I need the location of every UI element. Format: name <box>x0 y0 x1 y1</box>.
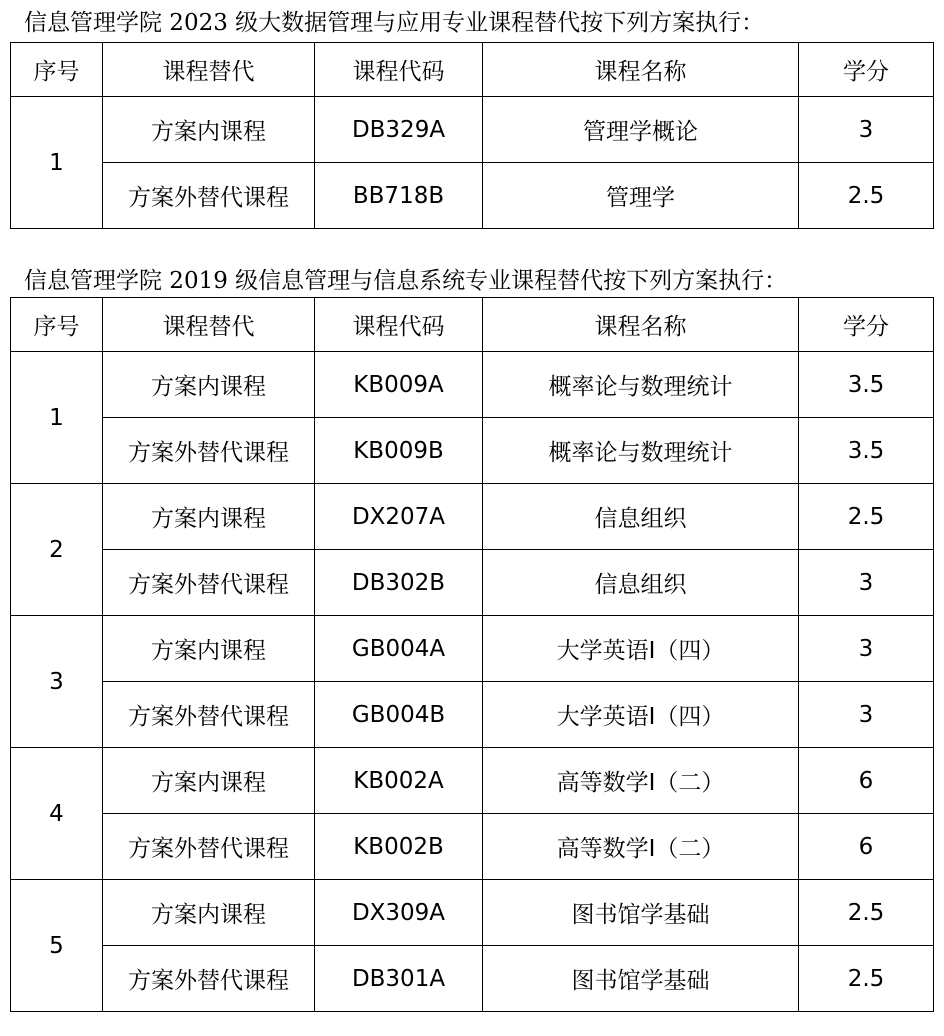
header-course-name: 课程名称 <box>483 43 799 97</box>
cell-course-name: 高等数学Ⅰ（二） <box>483 748 799 814</box>
header-course-code: 课程代码 <box>315 43 483 97</box>
table-row <box>11 352 934 418</box>
cell-substitution-type: 方案内课程 <box>103 880 315 946</box>
cell-course-code: KB002B <box>315 814 483 880</box>
table-row <box>11 418 934 484</box>
cell-course-code: KB002A <box>315 748 483 814</box>
cell-substitution-type: 方案外替代课程 <box>103 418 315 484</box>
table-row <box>11 682 934 748</box>
table-row <box>11 946 934 1012</box>
cell-credits: 3 <box>799 682 934 748</box>
table-row <box>11 97 934 163</box>
cell-course-code: GB004B <box>315 682 483 748</box>
header-substitution: 课程替代 <box>103 43 315 97</box>
table-row <box>11 880 934 946</box>
table-row <box>11 163 934 229</box>
cell-course-name: 信息组织 <box>483 550 799 616</box>
course-substitution-table-2023 <box>10 42 934 229</box>
cell-substitution-type: 方案外替代课程 <box>103 682 315 748</box>
cell-course-code: DX309A <box>315 880 483 946</box>
cell-substitution-type: 方案外替代课程 <box>103 814 315 880</box>
cell-credits: 3 <box>799 616 934 682</box>
header-credits: 学分 <box>799 43 934 97</box>
header-substitution: 课程替代 <box>103 298 315 352</box>
row-seq: 3 <box>11 616 103 748</box>
cell-course-name: 高等数学Ⅰ（二） <box>483 814 799 880</box>
cell-course-code: KB009A <box>315 352 483 418</box>
table-row <box>11 484 934 550</box>
header-credits: 学分 <box>799 298 934 352</box>
cell-course-code: GB004A <box>315 616 483 682</box>
table-row <box>11 550 934 616</box>
cell-credits: 3 <box>799 97 934 163</box>
cell-course-code: DB329A <box>315 97 483 163</box>
header-seq: 序号 <box>11 298 103 352</box>
cell-substitution-type: 方案内课程 <box>103 352 315 418</box>
cell-course-code: DX207A <box>315 484 483 550</box>
row-seq: 1 <box>11 352 103 484</box>
header-course-name: 课程名称 <box>483 298 799 352</box>
cell-substitution-type: 方案内课程 <box>103 748 315 814</box>
cell-substitution-type: 方案内课程 <box>103 616 315 682</box>
cell-course-code: DB302B <box>315 550 483 616</box>
cell-substitution-type: 方案外替代课程 <box>103 550 315 616</box>
cell-substitution-type: 方案外替代课程 <box>103 946 315 1012</box>
table-row <box>11 616 934 682</box>
row-seq: 2 <box>11 484 103 616</box>
table-row <box>11 814 934 880</box>
cell-credits: 2.5 <box>799 484 934 550</box>
table-row <box>11 748 934 814</box>
table-header-row <box>11 43 934 97</box>
cell-course-name: 大学英语Ⅰ（四） <box>483 616 799 682</box>
cell-credits: 2.5 <box>799 880 934 946</box>
cell-course-name: 管理学概论 <box>483 97 799 163</box>
cell-credits: 3.5 <box>799 418 934 484</box>
row-seq: 5 <box>11 880 103 1012</box>
section2-heading: 信息管理学院 2019 级信息管理与信息系统专业课程替代按下列方案执行： <box>24 268 788 294</box>
cell-course-name: 信息组织 <box>483 484 799 550</box>
table-header-row <box>11 298 934 352</box>
cell-course-code: BB718B <box>315 163 483 229</box>
section1-heading: 信息管理学院 2023 级大数据管理与应用专业课程替代按下列方案执行： <box>24 10 765 36</box>
cell-credits: 3.5 <box>799 352 934 418</box>
cell-substitution-type: 方案内课程 <box>103 484 315 550</box>
cell-course-name: 概率论与数理统计 <box>483 352 799 418</box>
cell-credits: 6 <box>799 814 934 880</box>
row-seq: 1 <box>11 97 103 229</box>
row-seq: 4 <box>11 748 103 880</box>
cell-course-name: 大学英语Ⅰ（四） <box>483 682 799 748</box>
header-seq: 序号 <box>11 43 103 97</box>
course-substitution-table-2019 <box>10 297 934 1012</box>
cell-substitution-type: 方案内课程 <box>103 97 315 163</box>
cell-substitution-type: 方案外替代课程 <box>103 163 315 229</box>
cell-credits: 2.5 <box>799 163 934 229</box>
cell-course-code: KB009B <box>315 418 483 484</box>
cell-course-name: 概率论与数理统计 <box>483 418 799 484</box>
cell-credits: 2.5 <box>799 946 934 1012</box>
cell-credits: 6 <box>799 748 934 814</box>
cell-course-code: DB301A <box>315 946 483 1012</box>
cell-credits: 3 <box>799 550 934 616</box>
cell-course-name: 图书馆学基础 <box>483 946 799 1012</box>
header-course-code: 课程代码 <box>315 298 483 352</box>
cell-course-name: 图书馆学基础 <box>483 880 799 946</box>
cell-course-name: 管理学 <box>483 163 799 229</box>
